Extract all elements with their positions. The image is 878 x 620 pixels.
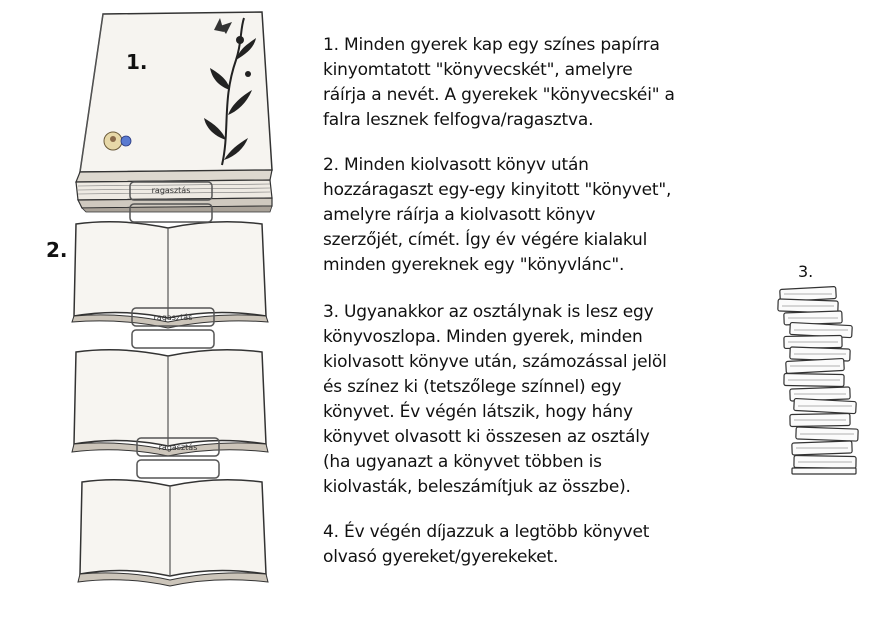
instruction-paragraph-1: 1. Minden gyerek kap egy színes papírra kinyomtatott "könyvecskét", amelyre ráírja a nevét. A gyerekek "könyvecskéi" a falra lesznek felfogva/ragasztva. bbox=[323, 35, 675, 130]
instruction-paragraph-4: 4. Év végén díjazzuk a legtöbb könyvet olvasó gyereket/gyerekeket. bbox=[323, 522, 650, 567]
tape-label-3: ragasztás bbox=[158, 443, 198, 452]
open-book-3-illustration bbox=[78, 480, 268, 586]
step-2-label: 2. bbox=[46, 238, 68, 262]
instruction-paragraph-3: 3. Ugyanakkor az osztálynak is lesz egy könyvoszlopa. Minden gyerek, minden kiolvasott könyve után, számozással jelöl és színez ki (tetszőlege színnel) egy könyvet. Év végén látszik, hogy hány könyvet olvasott ki összesen az osztály (ha ugyanazt a könyvet többen is kiolvasták, beleszámítjuk az összbe). bbox=[323, 302, 667, 497]
step-1-label: 1. bbox=[126, 50, 148, 74]
step-3-label: 3. bbox=[798, 262, 814, 281]
open-book-2-illustration bbox=[72, 350, 268, 456]
tape-label-2: ragasztás bbox=[153, 313, 193, 322]
book-stack-illustration bbox=[778, 287, 858, 474]
tape-label-1: ragasztás bbox=[151, 186, 191, 195]
instruction-paragraph-2: 2. Minden kiolvasott könyv után hozzáragaszt egy-egy kinyitott "könyvet", amelyre ráírja a kiolvasott könyv szerzőjét, címét. Így év végére kialakul minden gyereknek egy "könyvlánc". bbox=[323, 155, 672, 275]
